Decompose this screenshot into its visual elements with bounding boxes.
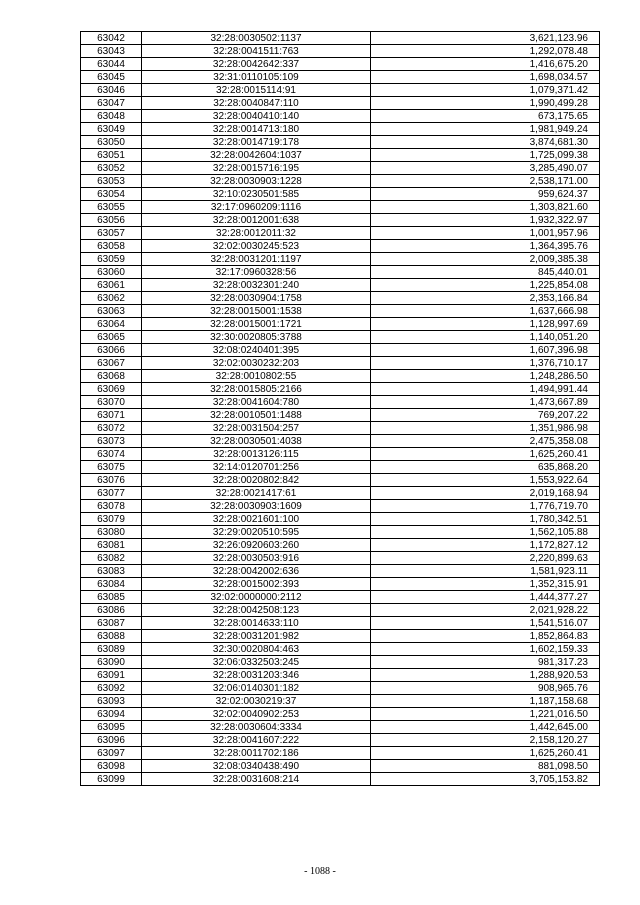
table-row: [81, 45, 600, 58]
table-row: [81, 604, 600, 617]
amount-cell: 1,981,949.24: [371, 123, 600, 136]
table-row: [81, 318, 600, 331]
table-row: [81, 71, 600, 84]
row-number-cell: 63085: [81, 591, 142, 604]
amount-cell: 1,444,377.27: [371, 591, 600, 604]
amount-cell: 2,538,171.00: [371, 175, 600, 188]
amount-cell: 1,698,034.57: [371, 71, 600, 84]
amount-cell: 1,607,396.98: [371, 344, 600, 357]
row-number-cell: 63090: [81, 656, 142, 669]
row-number-cell: 63081: [81, 539, 142, 552]
row-number-cell: 63059: [81, 253, 142, 266]
row-number-cell: 63058: [81, 240, 142, 253]
row-number-cell: 63093: [81, 695, 142, 708]
cadastral-number-cell: 32:28:0021417:61: [142, 487, 371, 500]
cadastral-number-cell: 32:28:0012011:32: [142, 227, 371, 240]
amount-cell: 1,352,315.91: [371, 578, 600, 591]
table-row: [81, 669, 600, 682]
cadastral-number-cell: 32:28:0015805:2166: [142, 383, 371, 396]
amount-cell: 1,140,051.20: [371, 331, 600, 344]
cadastral-number-cell: 32:28:0030501:4038: [142, 435, 371, 448]
table-row: [81, 682, 600, 695]
amount-cell: 673,175.65: [371, 110, 600, 123]
cadastral-number-cell: 32:02:0030245:523: [142, 240, 371, 253]
table-row: [81, 734, 600, 747]
table-row: [81, 513, 600, 526]
amount-cell: 1,725,099.38: [371, 149, 600, 162]
row-number-cell: 63062: [81, 292, 142, 305]
row-number-cell: 63076: [81, 474, 142, 487]
cadastral-number-cell: 32:06:0332503:245: [142, 656, 371, 669]
row-number-cell: 63083: [81, 565, 142, 578]
row-number-cell: 63078: [81, 500, 142, 513]
cadastral-number-cell: 32:02:0030219:37: [142, 695, 371, 708]
table-row: [81, 123, 600, 136]
cadastral-number-cell: 32:28:0042508:123: [142, 604, 371, 617]
row-number-cell: 63084: [81, 578, 142, 591]
row-number-cell: 63049: [81, 123, 142, 136]
row-number-cell: 63064: [81, 318, 142, 331]
cadastral-number-cell: 32:28:0015716:195: [142, 162, 371, 175]
cadastral-number-cell: 32:28:0031203:346: [142, 669, 371, 682]
table-row: [81, 708, 600, 721]
table-row: [81, 396, 600, 409]
row-number-cell: 63044: [81, 58, 142, 71]
row-number-cell: 63096: [81, 734, 142, 747]
amount-cell: 1,128,997.69: [371, 318, 600, 331]
cadastral-number-cell: 32:28:0013126:115: [142, 448, 371, 461]
amount-cell: 1,553,922.64: [371, 474, 600, 487]
table-row: [81, 97, 600, 110]
row-number-cell: 63074: [81, 448, 142, 461]
row-number-cell: 63055: [81, 201, 142, 214]
amount-cell: 635,868.20: [371, 461, 600, 474]
table-row: [81, 435, 600, 448]
table-row: [81, 773, 600, 786]
row-number-cell: 63095: [81, 721, 142, 734]
table-row: [81, 656, 600, 669]
table-row: [81, 136, 600, 149]
amount-cell: 845,440.01: [371, 266, 600, 279]
row-number-cell: 63073: [81, 435, 142, 448]
amount-cell: 1,303,821.60: [371, 201, 600, 214]
cadastral-number-cell: 32:28:0010501:1488: [142, 409, 371, 422]
amount-cell: 769,207.22: [371, 409, 600, 422]
row-number-cell: 63099: [81, 773, 142, 786]
amount-cell: 1,990,499.28: [371, 97, 600, 110]
cadastral-number-cell: 32:10:0230501:585: [142, 188, 371, 201]
amount-cell: 1,562,105.88: [371, 526, 600, 539]
row-number-cell: 63042: [81, 32, 142, 45]
cadastral-number-cell: 32:28:0030604:3334: [142, 721, 371, 734]
cadastral-number-cell: 32:28:0030502:1137: [142, 32, 371, 45]
row-number-cell: 63046: [81, 84, 142, 97]
cadastral-number-cell: 32:28:0041604:780: [142, 396, 371, 409]
table-row: [81, 253, 600, 266]
row-number-cell: 63075: [81, 461, 142, 474]
table-row: [81, 227, 600, 240]
cadastral-number-cell: 32:28:0015002:393: [142, 578, 371, 591]
row-number-cell: 63082: [81, 552, 142, 565]
amount-cell: 908,965.76: [371, 682, 600, 695]
amount-cell: 3,874,681.30: [371, 136, 600, 149]
cadastral-number-cell: 32:28:0040410:140: [142, 110, 371, 123]
table-row: [81, 188, 600, 201]
cadastral-number-cell: 32:28:0031504:257: [142, 422, 371, 435]
amount-cell: 1,625,260.41: [371, 747, 600, 760]
table-row: [81, 409, 600, 422]
row-number-cell: 63088: [81, 630, 142, 643]
amount-cell: 1,292,078.48: [371, 45, 600, 58]
cadastral-number-cell: 32:02:0000000:2112: [142, 591, 371, 604]
cadastral-number-cell: 32:28:0011702:186: [142, 747, 371, 760]
row-number-cell: 63060: [81, 266, 142, 279]
row-number-cell: 63072: [81, 422, 142, 435]
row-number-cell: 63069: [81, 383, 142, 396]
amount-cell: 1,187,158.68: [371, 695, 600, 708]
table-row: [81, 422, 600, 435]
table-row: [81, 175, 600, 188]
amount-cell: 1,602,159.33: [371, 643, 600, 656]
amount-cell: 1,225,854.08: [371, 279, 600, 292]
row-number-cell: 63098: [81, 760, 142, 773]
table-row: [81, 58, 600, 71]
amount-cell: 1,494,991.44: [371, 383, 600, 396]
cadastral-number-cell: 32:28:0042642:337: [142, 58, 371, 71]
row-number-cell: 63063: [81, 305, 142, 318]
data-table: [80, 31, 600, 786]
amount-cell: 1,473,667.89: [371, 396, 600, 409]
amount-cell: 2,353,166.84: [371, 292, 600, 305]
row-number-cell: 63047: [81, 97, 142, 110]
row-number-cell: 63053: [81, 175, 142, 188]
row-number-cell: 63087: [81, 617, 142, 630]
amount-cell: 1,625,260.41: [371, 448, 600, 461]
cadastral-number-cell: 32:28:0030904:1758: [142, 292, 371, 305]
amount-cell: 1,001,957.96: [371, 227, 600, 240]
table-row: [81, 201, 600, 214]
table-row: [81, 461, 600, 474]
amount-cell: 1,364,395.76: [371, 240, 600, 253]
cadastral-number-cell: 32:30:0020805:3788: [142, 331, 371, 344]
table-row: [81, 331, 600, 344]
table-row: [81, 266, 600, 279]
row-number-cell: 63052: [81, 162, 142, 175]
row-number-cell: 63043: [81, 45, 142, 58]
table-row: [81, 630, 600, 643]
cadastral-number-cell: 32:28:0031608:214: [142, 773, 371, 786]
amount-cell: 1,248,286.50: [371, 370, 600, 383]
amount-cell: 1,221,016.50: [371, 708, 600, 721]
table-row: [81, 565, 600, 578]
table-row: [81, 344, 600, 357]
table-row: [81, 292, 600, 305]
row-number-cell: 63092: [81, 682, 142, 695]
table-row: [81, 214, 600, 227]
table-row: [81, 617, 600, 630]
cadastral-number-cell: 32:28:0030903:1228: [142, 175, 371, 188]
amount-cell: 2,009,385.38: [371, 253, 600, 266]
cadastral-number-cell: 32:08:0240401:395: [142, 344, 371, 357]
table-row: [81, 578, 600, 591]
amount-cell: 1,442,645.00: [371, 721, 600, 734]
table-row: [81, 110, 600, 123]
cadastral-number-cell: 32:28:0030903:1609: [142, 500, 371, 513]
table-row: [81, 240, 600, 253]
amount-cell: 1,581,923.11: [371, 565, 600, 578]
cadastral-number-cell: 32:28:0042002:636: [142, 565, 371, 578]
cadastral-number-cell: 32:28:0021601:100: [142, 513, 371, 526]
row-number-cell: 63067: [81, 357, 142, 370]
cadastral-number-cell: 32:08:0340438:490: [142, 760, 371, 773]
table-row: [81, 487, 600, 500]
cadastral-number-cell: 32:31:0110105:109: [142, 71, 371, 84]
row-number-cell: 63089: [81, 643, 142, 656]
amount-cell: 2,158,120.27: [371, 734, 600, 747]
row-number-cell: 63048: [81, 110, 142, 123]
table-row: [81, 695, 600, 708]
cadastral-number-cell: 32:28:0012001:638: [142, 214, 371, 227]
amount-cell: 1,416,675.20: [371, 58, 600, 71]
cadastral-number-cell: 32:28:0041607:222: [142, 734, 371, 747]
amount-cell: 1,172,827.12: [371, 539, 600, 552]
cadastral-number-cell: 32:28:0014633:110: [142, 617, 371, 630]
row-number-cell: 63065: [81, 331, 142, 344]
table-row: [81, 500, 600, 513]
row-number-cell: 63057: [81, 227, 142, 240]
cadastral-number-cell: 32:28:0031201:982: [142, 630, 371, 643]
table-row: [81, 448, 600, 461]
amount-cell: 3,705,153.82: [371, 773, 600, 786]
cadastral-number-cell: 32:28:0042604:1037: [142, 149, 371, 162]
cadastral-number-cell: 32:28:0014719:178: [142, 136, 371, 149]
cadastral-number-cell: 32:28:0015001:1538: [142, 305, 371, 318]
table-row: [81, 149, 600, 162]
row-number-cell: 63079: [81, 513, 142, 526]
row-number-cell: 63051: [81, 149, 142, 162]
row-number-cell: 63097: [81, 747, 142, 760]
cadastral-number-cell: 32:28:0030503:916: [142, 552, 371, 565]
row-number-cell: 63094: [81, 708, 142, 721]
cadastral-number-cell: 32:17:0960328:56: [142, 266, 371, 279]
amount-cell: 1,780,342.51: [371, 513, 600, 526]
amount-cell: 1,637,666.98: [371, 305, 600, 318]
table-row: [81, 721, 600, 734]
row-number-cell: 63056: [81, 214, 142, 227]
amount-cell: 1,852,864.83: [371, 630, 600, 643]
amount-cell: 1,079,371.42: [371, 84, 600, 97]
table-row: [81, 474, 600, 487]
cadastral-number-cell: 32:02:0040902:253: [142, 708, 371, 721]
row-number-cell: 63077: [81, 487, 142, 500]
amount-cell: 959,624.37: [371, 188, 600, 201]
row-number-cell: 63071: [81, 409, 142, 422]
amount-cell: 1,932,322.97: [371, 214, 600, 227]
cadastral-number-cell: 32:28:0015114:91: [142, 84, 371, 97]
table-row: [81, 539, 600, 552]
cadastral-number-cell: 32:28:0031201:1197: [142, 253, 371, 266]
amount-cell: 2,475,358.08: [371, 435, 600, 448]
row-number-cell: 63045: [81, 71, 142, 84]
table-row: [81, 279, 600, 292]
row-number-cell: 63070: [81, 396, 142, 409]
table-row: [81, 162, 600, 175]
row-number-cell: 63054: [81, 188, 142, 201]
row-number-cell: 63086: [81, 604, 142, 617]
amount-cell: 1,376,710.17: [371, 357, 600, 370]
row-number-cell: 63080: [81, 526, 142, 539]
table-row: [81, 526, 600, 539]
table-row: [81, 591, 600, 604]
table-row: [81, 84, 600, 97]
amount-cell: 2,021,928.22: [371, 604, 600, 617]
amount-cell: 1,351,986.98: [371, 422, 600, 435]
amount-cell: 3,621,123.96: [371, 32, 600, 45]
table-row: [81, 383, 600, 396]
amount-cell: 3,285,490.07: [371, 162, 600, 175]
amount-cell: 1,288,920.53: [371, 669, 600, 682]
cadastral-number-cell: 32:30:0020804:463: [142, 643, 371, 656]
amount-cell: 2,019,168.94: [371, 487, 600, 500]
table-row: [81, 305, 600, 318]
cadastral-number-cell: 32:28:0014713:180: [142, 123, 371, 136]
amount-cell: 981,317.23: [371, 656, 600, 669]
cadastral-number-cell: 32:28:0041511:763: [142, 45, 371, 58]
amount-cell: 2,220,899.63: [371, 552, 600, 565]
cadastral-number-cell: 32:28:0010802:55: [142, 370, 371, 383]
table-row: [81, 552, 600, 565]
cadastral-number-cell: 32:28:0040847:110: [142, 97, 371, 110]
row-number-cell: 63091: [81, 669, 142, 682]
table-row: [81, 747, 600, 760]
cadastral-number-cell: 32:28:0020802:842: [142, 474, 371, 487]
cadastral-number-cell: 32:17:0960209:1116: [142, 201, 371, 214]
cadastral-number-cell: 32:06:0140301:182: [142, 682, 371, 695]
table-row: [81, 357, 600, 370]
amount-cell: 881,098.50: [371, 760, 600, 773]
row-number-cell: 63066: [81, 344, 142, 357]
row-number-cell: 63068: [81, 370, 142, 383]
table-body: [81, 32, 600, 786]
table-row: [81, 643, 600, 656]
cadastral-number-cell: 32:14:0120701:256: [142, 461, 371, 474]
amount-cell: 1,776,719.70: [371, 500, 600, 513]
cadastral-number-cell: 32:28:0015001:1721: [142, 318, 371, 331]
page-number: - 1088 -: [304, 866, 336, 877]
table-row: [81, 760, 600, 773]
table-row: [81, 32, 600, 45]
table-row: [81, 370, 600, 383]
amount-cell: 1,541,516.07: [371, 617, 600, 630]
cadastral-number-cell: 32:28:0032301:240: [142, 279, 371, 292]
cadastral-number-cell: 32:26:0920603:260: [142, 539, 371, 552]
row-number-cell: 63061: [81, 279, 142, 292]
row-number-cell: 63050: [81, 136, 142, 149]
cadastral-number-cell: 32:02:0030232:203: [142, 357, 371, 370]
cadastral-number-cell: 32:29:0020510:595: [142, 526, 371, 539]
